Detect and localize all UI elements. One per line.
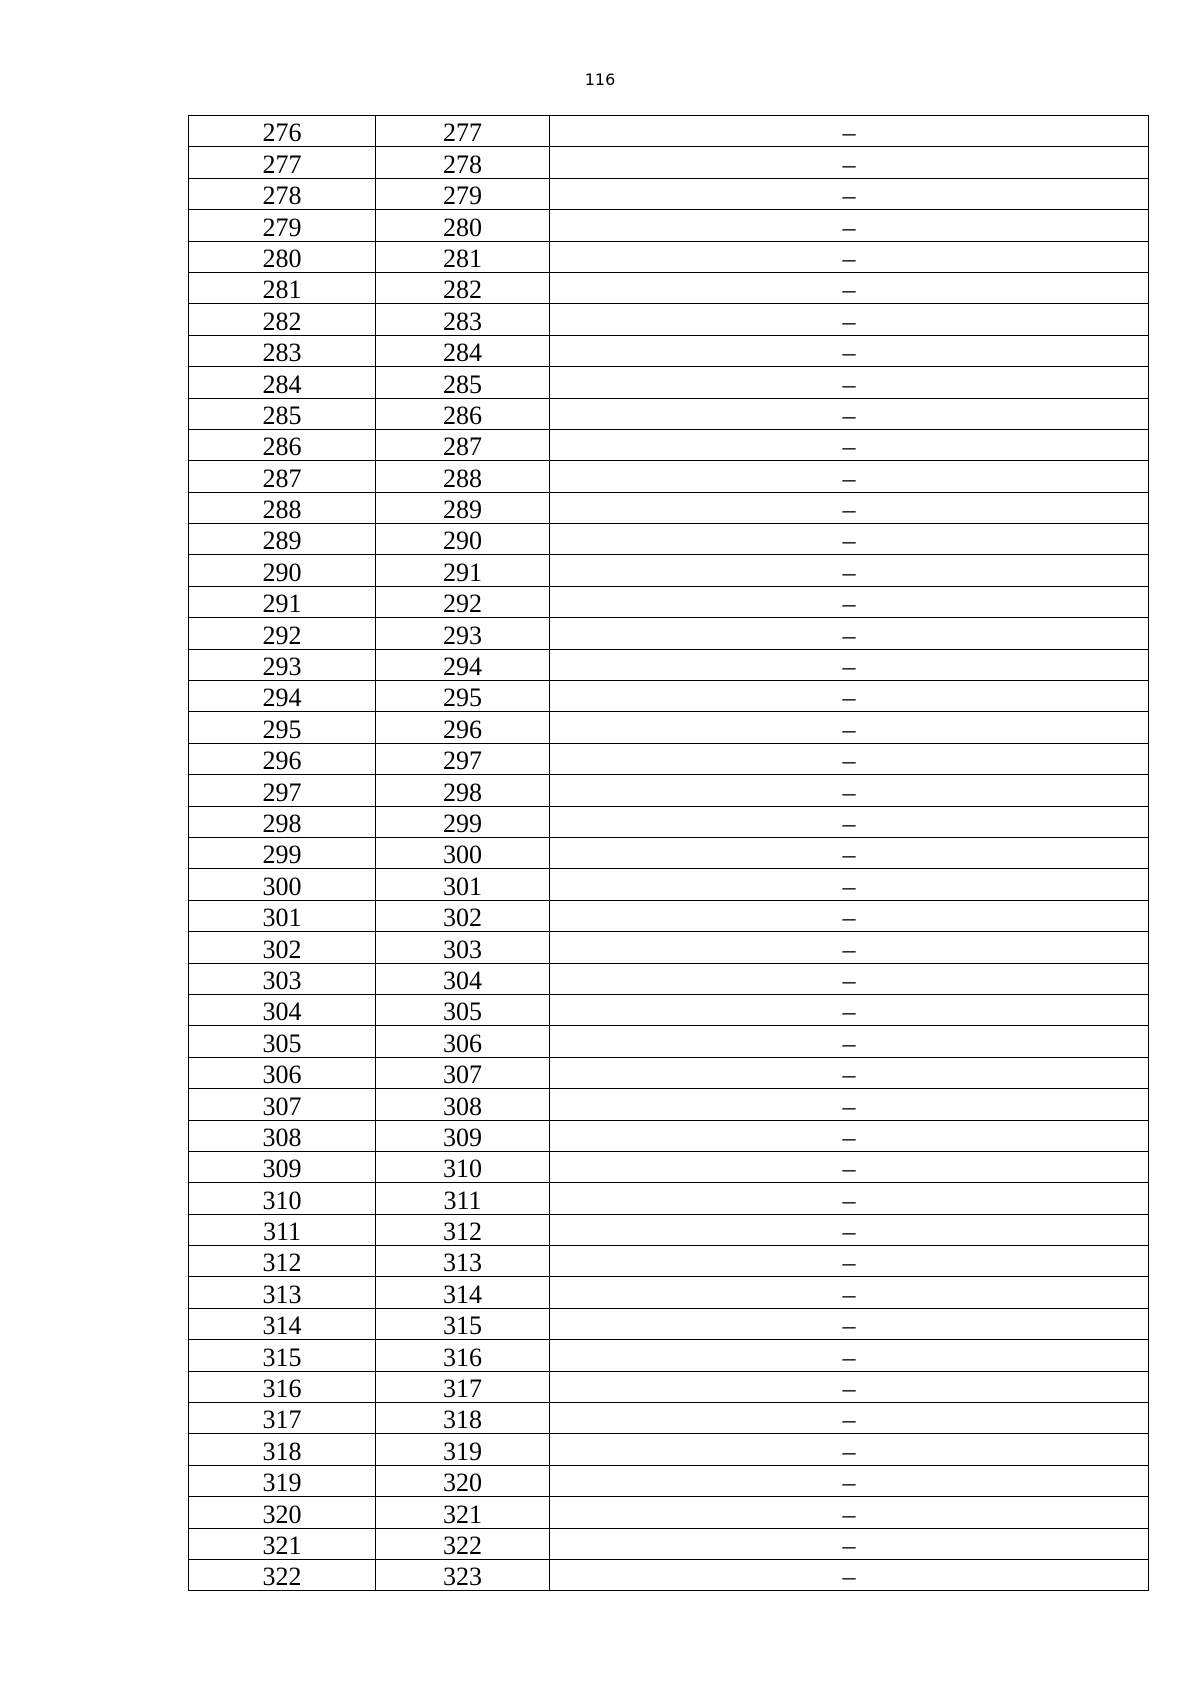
cell-to: 315 [376,1308,550,1339]
cell-from: 290 [189,555,376,586]
cell-to: 284 [376,335,550,366]
cell-value: – [550,1214,1149,1245]
cell-value: – [550,1183,1149,1214]
cell-value: – [550,1308,1149,1339]
cell-value: – [550,1403,1149,1434]
cell-from: 282 [189,304,376,335]
cell-to: 306 [376,1026,550,1057]
cell-value: – [550,1026,1149,1057]
cell-from: 286 [189,429,376,460]
table-row [189,304,1149,335]
cell-value: – [550,1340,1149,1371]
cell-from: 305 [189,1026,376,1057]
cell-to: 292 [376,586,550,617]
cell-from: 316 [189,1371,376,1402]
cell-value: – [550,367,1149,398]
cell-from: 277 [189,147,376,178]
cell-from: 289 [189,524,376,555]
cell-value: – [550,618,1149,649]
cell-from: 312 [189,1246,376,1277]
table-row [189,555,1149,586]
cell-to: 308 [376,1089,550,1120]
cell-from: 276 [189,116,376,147]
table-row [189,743,1149,774]
cell-to: 323 [376,1559,550,1590]
cell-from: 302 [189,932,376,963]
table-row [189,1308,1149,1339]
cell-value: – [550,178,1149,209]
cell-value: – [550,147,1149,178]
cell-value: – [550,837,1149,868]
table-row [189,1528,1149,1559]
cell-value: – [550,994,1149,1025]
cell-to: 307 [376,1057,550,1088]
cell-value: – [550,1371,1149,1402]
cell-from: 281 [189,272,376,303]
table-row [189,963,1149,994]
table-row [189,1246,1149,1277]
table-row [189,367,1149,398]
cell-to: 296 [376,712,550,743]
cell-to: 322 [376,1528,550,1559]
cell-value: – [550,492,1149,523]
cell-from: 301 [189,900,376,931]
cell-to: 279 [376,178,550,209]
table-row [189,116,1149,147]
table-row [189,178,1149,209]
cell-value: – [550,1465,1149,1496]
table-row [189,1214,1149,1245]
table-row [189,461,1149,492]
cell-to: 287 [376,429,550,460]
table-row [189,1089,1149,1120]
table-row [189,932,1149,963]
cell-from: 318 [189,1434,376,1465]
cell-value: – [550,712,1149,743]
table-row [189,1434,1149,1465]
cell-from: 279 [189,210,376,241]
table-row [189,1559,1149,1590]
cell-from: 283 [189,335,376,366]
table-row [189,1465,1149,1496]
table-row [189,649,1149,680]
cell-to: 317 [376,1371,550,1402]
cell-to: 312 [376,1214,550,1245]
cell-value: – [550,116,1149,147]
cell-value: – [550,335,1149,366]
cell-value: – [550,398,1149,429]
cell-to: 293 [376,618,550,649]
table-row [189,681,1149,712]
table-row [189,618,1149,649]
cell-to: 304 [376,963,550,994]
cell-to: 282 [376,272,550,303]
cell-to: 285 [376,367,550,398]
cell-from: 299 [189,837,376,868]
cell-to: 297 [376,743,550,774]
cell-value: – [550,210,1149,241]
table-row [189,712,1149,743]
cell-value: – [550,932,1149,963]
cell-to: 295 [376,681,550,712]
cell-from: 321 [189,1528,376,1559]
cell-value: – [550,1151,1149,1182]
cell-to: 277 [376,116,550,147]
cell-from: 308 [189,1120,376,1151]
cell-from: 306 [189,1057,376,1088]
cell-value: – [550,806,1149,837]
cell-from: 315 [189,1340,376,1371]
cell-from: 293 [189,649,376,680]
cell-value: – [550,461,1149,492]
cell-to: 309 [376,1120,550,1151]
cell-from: 311 [189,1214,376,1245]
cell-to: 321 [376,1497,550,1528]
cell-from: 295 [189,712,376,743]
cell-to: 294 [376,649,550,680]
table-row [189,1340,1149,1371]
cell-value: – [550,1120,1149,1151]
cell-to: 290 [376,524,550,555]
cell-from: 322 [189,1559,376,1590]
table-row [189,335,1149,366]
cell-value: – [550,775,1149,806]
table-row [189,1057,1149,1088]
cell-from: 320 [189,1497,376,1528]
data-table [188,115,1149,1591]
cell-from: 310 [189,1183,376,1214]
cell-from: 285 [189,398,376,429]
cell-from: 304 [189,994,376,1025]
table-row [189,241,1149,272]
cell-from: 319 [189,1465,376,1496]
cell-value: – [550,963,1149,994]
cell-value: – [550,1277,1149,1308]
cell-from: 307 [189,1089,376,1120]
cell-value: – [550,1497,1149,1528]
table-row [189,1277,1149,1308]
table-row [189,524,1149,555]
table-row [189,1497,1149,1528]
cell-value: – [550,743,1149,774]
table-row [189,994,1149,1025]
cell-value: – [550,304,1149,335]
table-row [189,900,1149,931]
cell-to: 288 [376,461,550,492]
cell-from: 288 [189,492,376,523]
cell-to: 314 [376,1277,550,1308]
cell-to: 302 [376,900,550,931]
table-row [189,1026,1149,1057]
cell-to: 318 [376,1403,550,1434]
cell-from: 292 [189,618,376,649]
table-row [189,429,1149,460]
cell-from: 291 [189,586,376,617]
cell-to: 320 [376,1465,550,1496]
table-row [189,210,1149,241]
cell-value: – [550,1434,1149,1465]
cell-value: – [550,586,1149,617]
table-row [189,869,1149,900]
cell-from: 294 [189,681,376,712]
cell-value: – [550,429,1149,460]
table-row [189,1403,1149,1434]
cell-from: 313 [189,1277,376,1308]
cell-to: 298 [376,775,550,806]
cell-value: – [550,524,1149,555]
table-row [189,1183,1149,1214]
cell-to: 278 [376,147,550,178]
cell-value: – [550,1057,1149,1088]
cell-to: 301 [376,869,550,900]
cell-to: 281 [376,241,550,272]
cell-to: 291 [376,555,550,586]
page-number: 116 [584,70,616,89]
table-body [189,116,1149,1591]
cell-value: – [550,555,1149,586]
cell-from: 280 [189,241,376,272]
table-row [189,272,1149,303]
table-row [189,837,1149,868]
cell-to: 300 [376,837,550,868]
cell-value: – [550,241,1149,272]
table-row [189,1371,1149,1402]
cell-to: 313 [376,1246,550,1277]
table-row [189,1120,1149,1151]
cell-to: 289 [376,492,550,523]
cell-value: – [550,1528,1149,1559]
cell-value: – [550,681,1149,712]
cell-to: 311 [376,1183,550,1214]
table-row [189,492,1149,523]
cell-from: 303 [189,963,376,994]
cell-value: – [550,1559,1149,1590]
cell-from: 296 [189,743,376,774]
cell-to: 310 [376,1151,550,1182]
cell-from: 287 [189,461,376,492]
cell-from: 284 [189,367,376,398]
table-row [189,1151,1149,1182]
cell-from: 317 [189,1403,376,1434]
cell-to: 283 [376,304,550,335]
cell-to: 305 [376,994,550,1025]
cell-from: 298 [189,806,376,837]
cell-from: 309 [189,1151,376,1182]
cell-to: 286 [376,398,550,429]
cell-to: 303 [376,932,550,963]
table-row [189,806,1149,837]
cell-from: 278 [189,178,376,209]
cell-value: – [550,1089,1149,1120]
cell-from: 297 [189,775,376,806]
table-row [189,775,1149,806]
cell-value: – [550,649,1149,680]
cell-to: 299 [376,806,550,837]
cell-value: – [550,869,1149,900]
table-row [189,147,1149,178]
cell-value: – [550,900,1149,931]
cell-value: – [550,272,1149,303]
cell-to: 316 [376,1340,550,1371]
cell-to: 319 [376,1434,550,1465]
table-row [189,586,1149,617]
cell-to: 280 [376,210,550,241]
cell-from: 314 [189,1308,376,1339]
table-row [189,398,1149,429]
cell-value: – [550,1246,1149,1277]
cell-from: 300 [189,869,376,900]
